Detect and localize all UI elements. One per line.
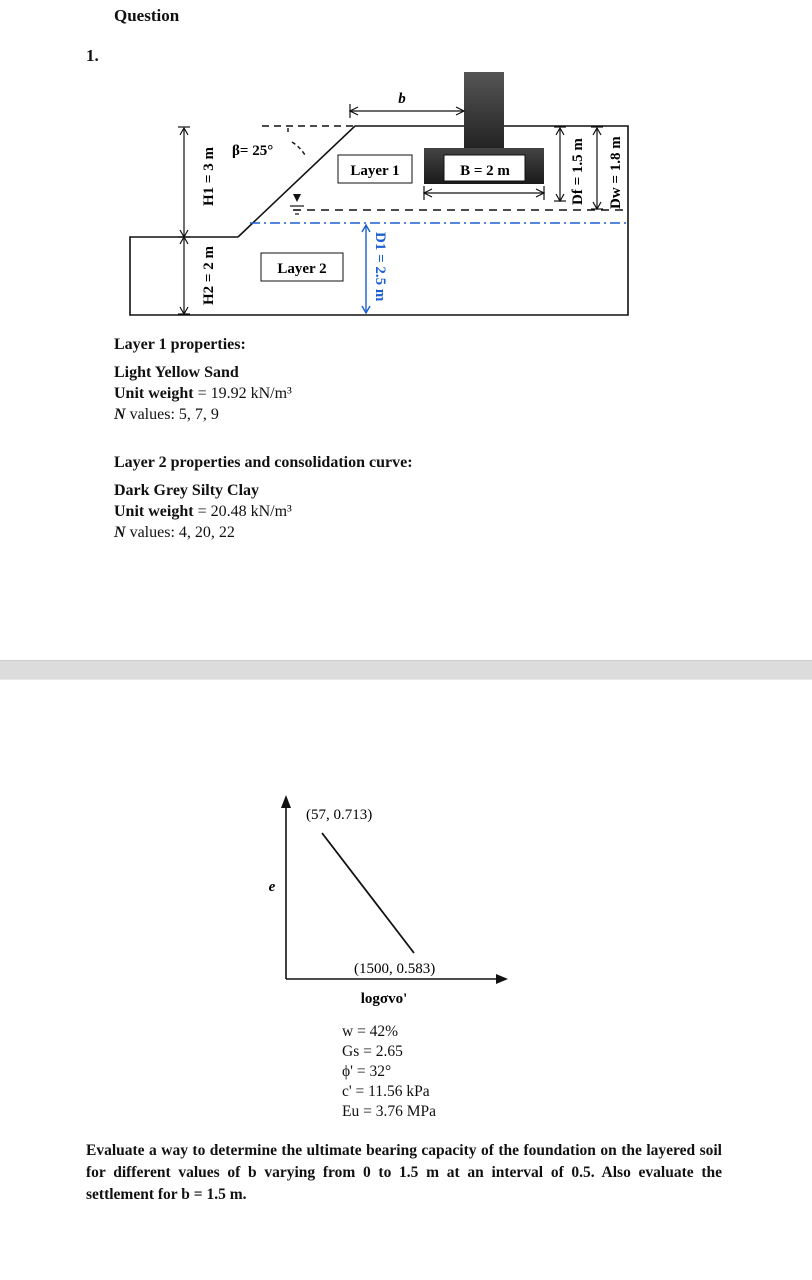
friction-angle: ϕ' = 32° [342, 1063, 392, 1080]
undrained-modulus: Eu = 3.76 MPa [342, 1103, 436, 1120]
H2-label: H2 = 2 m [201, 246, 217, 305]
layer1-heading: Layer 1 properties: [114, 336, 246, 353]
layer1-unit-weight: Unit weight = 19.92 kN/m³ [114, 385, 292, 402]
clay-properties [342, 1022, 436, 1122]
question-title: Question [114, 6, 180, 25]
y-axis-arrow [281, 795, 291, 808]
Dw-label: Dw = 1.8 m [608, 136, 624, 209]
layer2-label: Layer 2 [277, 261, 327, 277]
beta-angle-arc [288, 128, 305, 155]
y-axis-label: e [268, 879, 276, 895]
b-label: b [398, 91, 406, 107]
D1-label: D1 = 2.5 m [372, 232, 388, 302]
layer2-unit-weight: Unit weight = 20.48 kN/m³ [114, 503, 292, 520]
question-text: Evaluate a way to determine the ultimate bearing capacity of the foundation on the layered soil for different values of b varying from 0 to 1.5 m at an interval of 0.5. Also evaluate the settlement for b = 1.5 m. [86, 1142, 722, 1203]
Df-label: Df = 1.5 m [570, 138, 586, 205]
cohesion: c' = 11.56 kPa [342, 1083, 430, 1100]
water-table-icon [290, 194, 304, 214]
specific-gravity: Gs = 2.65 [342, 1043, 403, 1060]
soil-profile-diagram [0, 0, 812, 330]
layer1-properties [114, 362, 292, 425]
x-axis-arrow [496, 974, 508, 984]
layer1-label: Layer 1 [350, 163, 400, 179]
question-number: 1. [86, 46, 99, 65]
point-label-end: (1500, 0.583) [354, 961, 436, 977]
layer2-name: Dark Grey Silty Clay [114, 482, 260, 499]
water-content: w = 42% [342, 1023, 399, 1040]
x-axis-label: logσvo' [360, 991, 408, 1007]
consolidation-line [322, 833, 414, 953]
consolidation-curve-chart [0, 790, 812, 1020]
layer1-name: Light Yellow Sand [114, 364, 239, 381]
footing-column [464, 72, 504, 150]
point-label-start: (57, 0.713) [306, 807, 373, 823]
B-label: B = 2 m [460, 163, 510, 179]
layer2-n-values: N values: 4, 20, 22 [114, 524, 235, 541]
layer2-properties [114, 480, 292, 543]
page-separator [0, 660, 812, 680]
beta-label: β= 25° [232, 143, 274, 159]
layer1-n-values: N values: 5, 7, 9 [114, 406, 219, 423]
H1-label: H1 = 3 m [201, 147, 217, 206]
layer2-heading: Layer 2 properties and consolidation curve: [114, 454, 413, 471]
